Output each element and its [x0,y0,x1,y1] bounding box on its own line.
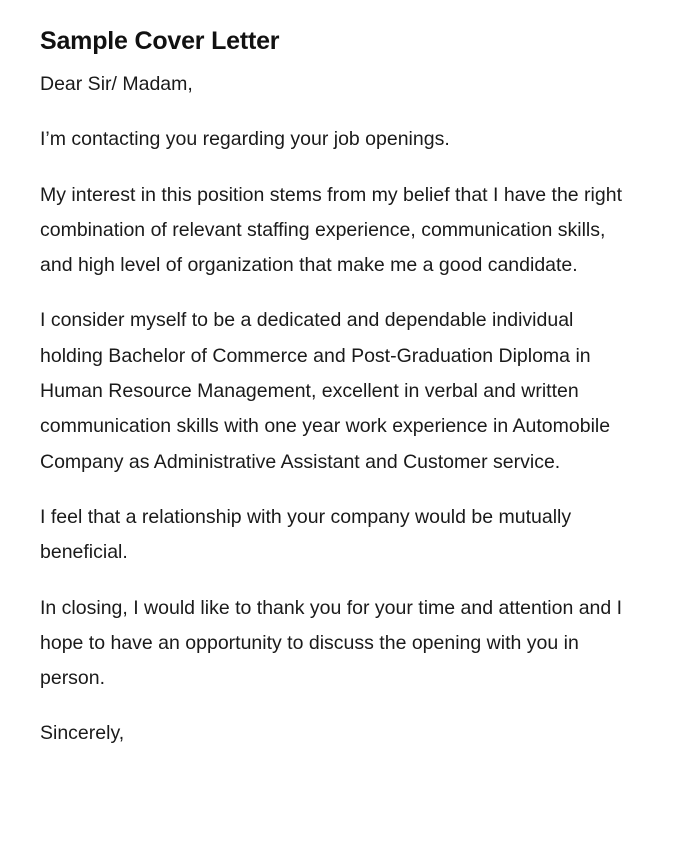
paragraph-qualifications: I consider myself to be a dedicated and dependable individual holding Bachelor of Commerce and Post-Graduation Diploma in Human Resource Management, excellent in verbal and written communication skills with one year work experience in Automobile Company as Administrative Assistant and Customer service. [40,309,611,473]
paragraph-interest: My interest in this position stems from my belief that I have the right combination of relevant staffing experience, communication skills, and high level of organization that make me a good candidate. [40,183,622,277]
cover-letter-document [40,24,640,772]
closing-signoff: Sincerely, [40,722,125,745]
salutation: Dear Sir/ Madam, [40,73,193,95]
paragraph-relationship: I feel that a relationship with your company would be mutually beneficial. [40,505,572,564]
paragraph-intro: I’m contacting you regarding your job openings. [40,128,450,151]
paragraph-closing: In closing, I would like to thank you for your time and attention and I hope to have an opportunity to discuss the opening with you in person. [40,596,623,690]
document-title: Sample Cover Letter [40,27,280,55]
